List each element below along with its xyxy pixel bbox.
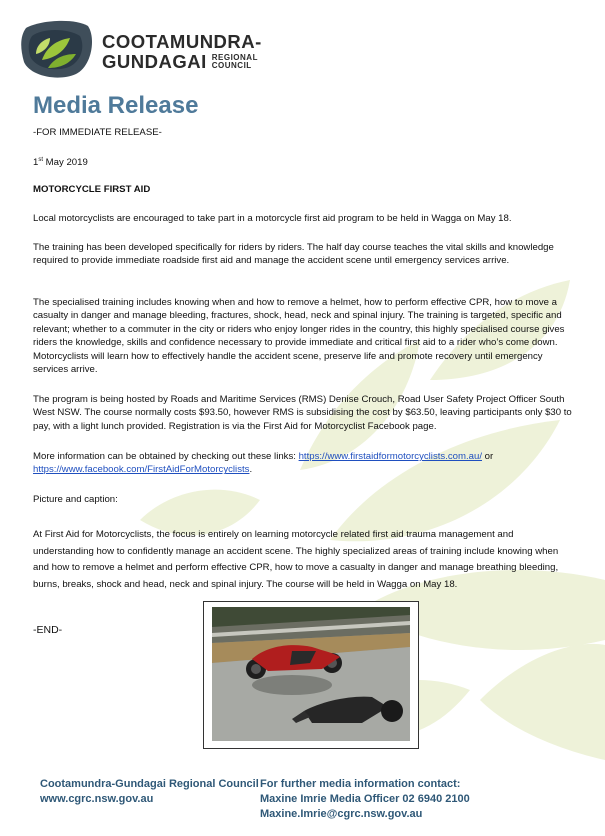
leaf-badge-logo-icon <box>20 18 96 80</box>
footer-org <box>40 777 259 807</box>
paragraph-1: Local motorcyclists are encouraged to take part in a motorcycle first aid program to be held in Wagga on May 18. <box>33 213 512 224</box>
headline: MOTORCYCLE FIRST AID <box>33 184 151 195</box>
facebook-link[interactable]: https://www.facebook.com/FirstAidForMotorcyclists <box>33 464 250 476</box>
paragraph-2: The training has been developed specifically for riders by riders. The half day course teaches the vital skills and knowledge required to provide immediate roadside first aid and manage the accident scene until emergency services arrive. <box>33 242 554 267</box>
photo-frame <box>203 601 419 749</box>
contact-name: Maxine Imrie Media Officer 02 6940 2100 <box>260 793 470 805</box>
paragraph-4: The program is being hosted by Roads and Maritime Services (RMS) Denise Crouch, Road User Safety Project Officer South West NSW. The course normally costs $93.50, however RMS is subsidising the cost by $63.50, leaving participants only $30 to pay, with a light lunch provided. Registration is via the First Aid for Motorcyclist Facebook page. <box>33 394 572 432</box>
picture-caption: At First Aid for Motorcyclists, the focus is entirely on learning motorcycle related first aid trauma management and understanding how to confidently manage an accident scene. The highly specialized areas of training include knowing when and how to remove a helmet and perform effective CPR, how to move a casualty in danger and manage breathing bleeding, burns, breaks, shock and head, neck and spinal injury. The course will be held in Wagga on May 18. <box>33 529 559 590</box>
contact-email[interactable]: Maxine.Imrie@cgrc.nsw.gov.au <box>260 808 423 820</box>
logo-line2: GUNDAGAI <box>102 51 207 72</box>
motorcycle-accident-photo <box>212 607 410 741</box>
picture-label: Picture and caption: <box>33 494 118 505</box>
release-date: 1st May 2019 <box>33 157 88 169</box>
footer-contact <box>260 777 470 822</box>
logo-line1: COOTAMUNDRA- <box>102 31 262 52</box>
footer-org-name: Cootamundra-Gundagai Regional Council <box>40 778 259 790</box>
website-link[interactable]: https://www.firstaidformotorcyclists.com.au/ <box>298 451 482 462</box>
logo-sub1: REGIONAL <box>211 52 258 62</box>
page-title: Media Release <box>33 92 199 119</box>
council-logo[interactable] <box>20 18 260 84</box>
end-marker: -END- <box>33 624 63 636</box>
logo-sub2: COUNCIL <box>211 61 252 70</box>
paragraph-3: The specialised training includes knowing when and how to remove a helmet, how to perform effective CPR, how to move a casualty in danger and manage bleeding, fractures, shock, head, neck and spinal injury. The training is targeted, specific and relevant; whether to a commuter in the city or riders who enjoy longer rides in the country, this highly specialised course gives riders the knowledge, skills and confidence necessary to provide immediate and critical first aid to a rider who’s come down. Motorcyclists will learn how to effectively handle the accident scene, preserve life and promote recovery until emergency services arrive. <box>33 297 565 376</box>
paragraph-5: More information can be obtained by checking out these links: https://www.firstaidformotorcyclists.com.au/ or https://www.facebook.com/FirstAidForMotorcyclists. <box>33 451 494 476</box>
release-note: -FOR IMMEDIATE RELEASE- <box>33 127 162 138</box>
contact-heading: For further media information contact: <box>260 778 461 790</box>
footer-website[interactable]: www.cgrc.nsw.gov.au <box>40 793 154 805</box>
